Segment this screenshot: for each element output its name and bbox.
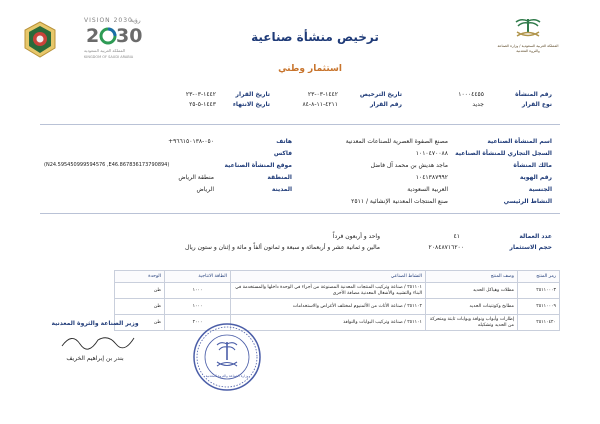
main-activity-value: صنع المنتجات المعدنية الإنشائية / ٢٥١١ — [351, 198, 448, 205]
product-desc: إطارات وأبواب ونوافذ وبوابات ثابتة ومتحركة من الحديد وتشكيله — [426, 315, 518, 331]
phone-label: هاتف — [276, 138, 292, 145]
commercial-register-value: ١٠١٠٤٧٠٠٨٨ — [415, 150, 448, 157]
vision-sub-ar: المملكة العربية السعودية — [84, 48, 126, 53]
city-label: المدينة — [271, 186, 292, 193]
signature-scribble — [58, 330, 138, 352]
id-no-value: ١٠٤١٣٨٧٩٩٢ — [415, 174, 448, 181]
product-desc: مظلات وهياكل الحديد — [426, 283, 518, 299]
decision-type-label: نوع القرار — [521, 101, 552, 108]
workers-words: واحد و أربعون فرداً — [332, 233, 380, 240]
column-header: رمز المنتج — [518, 271, 560, 283]
workers-label: عدد العمالة — [519, 233, 552, 240]
vision-ar-label: رؤية — [130, 17, 141, 24]
commercial-register-label: السجل التجاري للمنشأة الصناعية — [455, 150, 552, 157]
svg-text:30: 30 — [116, 25, 143, 45]
workers-value: ٤١ — [453, 233, 460, 240]
ministry-logo-text: المملكة العربية السعودية / وزارة الصناعة والثروة المعدنية — [497, 44, 559, 53]
product-capacity: ١٠٠٠ — [165, 283, 231, 299]
id-no-label: رقم الهوية — [519, 174, 552, 181]
expiry-date-label: تاريخ الانتهاء — [232, 101, 270, 108]
region-value: منطقة الرياض — [178, 174, 214, 181]
product-activity: ٢٥١١٠٢ / صناعة الأثاث من الألمنيوم لمختلف الأغراض والاستخدامات — [231, 299, 426, 315]
owner-label: مالك المنشأة — [513, 162, 552, 169]
main-activity-label: النشاط الرئيسي — [503, 198, 552, 205]
nationality-label: الجنسية — [528, 186, 552, 193]
product-activity: ٢٥١١٠١ / صناعة وتركيب المنتجات المعدنية المصنوعة من أجزاء في الوحدة داخلها والمستخدمة في البناء والتشييد والأشغال المعدنية مضافة الأخرى — [231, 283, 426, 299]
expiry-date-value: ١٤٤٣-٥-٢٥ — [189, 101, 216, 108]
location-value: (N24.595450999594576 ,E46.867836173790894) — [44, 162, 170, 168]
ministry-logo — [492, 16, 564, 66]
product-activity: ٢٥١١٠١ / صناعة وتركيب البوابات والنوافذ — [231, 315, 426, 331]
signature-name: بندر بن إبراهيم الخريف — [66, 355, 124, 362]
products-table — [114, 270, 560, 331]
license-date-value: ١٤٤٢-٠٣-٢٣ — [307, 91, 338, 98]
decision-no-value: ٤٢١١-١١-٨-٨٤ — [302, 101, 338, 108]
table-row — [115, 315, 560, 331]
column-header: النشاط الصناعي — [231, 271, 426, 283]
signature-title: وزير الصناعة والثروة المعدنية — [51, 320, 139, 327]
facility-name-label: اسم المنشأة الصناعية — [487, 138, 552, 145]
decision-date-value: ١٤٤٢-٠٣-٢٣ — [185, 91, 216, 98]
product-unit: طن — [115, 315, 165, 331]
establishment-no-value: ١٠٠٠٤٤٥٥ — [458, 91, 484, 98]
decision-no-label: رقم القرار — [369, 101, 402, 108]
region-label: المنطقة — [267, 174, 292, 181]
divider — [40, 213, 560, 214]
seal-text: وزارة الصناعة والثروة المعدنية — [205, 374, 249, 378]
location-label: موقع المنشأة الصناعية — [224, 162, 292, 169]
page-title: ترخيص منشأة صناعية — [251, 30, 379, 44]
product-capacity: ٢٠٠٠ — [165, 315, 231, 331]
gcc-logo — [22, 20, 58, 60]
table-row — [115, 283, 560, 299]
table-row — [115, 299, 560, 315]
fax-label: فاكس — [273, 150, 292, 157]
vision-2030-logo — [84, 18, 156, 66]
table-header-row — [115, 271, 560, 283]
capital-label: حجم الاستثمار — [509, 244, 552, 251]
product-desc: مطابخ وكونتينات الحديد — [426, 299, 518, 315]
capital-value: ٢٠٨٤٨٧١٦٢٠٠ — [428, 244, 464, 251]
decision-type-value: جديد — [472, 101, 484, 108]
product-code: ٢٥١١٠٠٠٩ — [518, 299, 560, 315]
capital-words: مالين و ثمانية عشر و أربعمائة و سبعة و ثمانون ألفاً و مائة و إثنان و ستون ريال — [184, 244, 380, 251]
product-code: ٢٥١١٠٤٢٠ — [518, 315, 560, 331]
establishment-no-label: رقم المنشأة — [515, 91, 552, 98]
column-header: الوحدة — [115, 271, 165, 283]
column-header: الطاقة الانتاجية — [165, 271, 231, 283]
city-value: الرياض — [196, 186, 214, 193]
palm-swords-icon — [511, 16, 545, 40]
divider — [40, 124, 560, 125]
facility-name-value: مصنع الصفوة العصرية للصناعات المعدنية — [345, 138, 448, 145]
svg-text:2: 2 — [86, 25, 100, 45]
column-header: وصف المنتج — [426, 271, 518, 283]
page-subtitle: استثمار وطني — [278, 64, 342, 74]
vision-label: VISION 2030 — [84, 17, 133, 24]
license-date-label: تاريخ الترخيص — [359, 91, 402, 98]
product-unit: طن — [115, 299, 165, 315]
phone-value: ٠٥٠-٩٦٦١٥٠١٣٨+ — [168, 138, 214, 145]
ministry-seal — [192, 322, 262, 392]
vision-2030-figure — [86, 25, 146, 45]
decision-date-label: تاريخ القرار — [235, 91, 270, 98]
product-code: ٢٥١١٠٠٠٣ — [518, 283, 560, 299]
vision-sub-en: KINGDOM OF SAUDI ARABIA — [84, 55, 134, 59]
owner-value: ماجد هديش بن محمد آل فاضل — [370, 162, 448, 169]
nationality-value: العربية السعودية — [407, 186, 448, 193]
product-unit: طن — [115, 283, 165, 299]
product-capacity: ١٠٠٠ — [165, 299, 231, 315]
